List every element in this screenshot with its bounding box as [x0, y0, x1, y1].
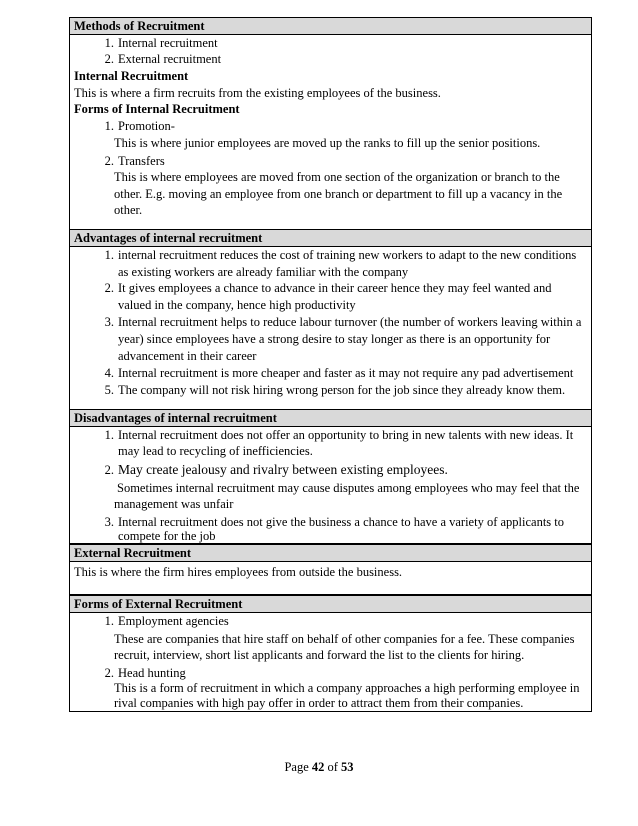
list-item: 1. Internal recruitment does not offer an opportunity to bring in new talents with new ideas. It may lead to recycling of inefficiencies.: [104, 427, 574, 459]
advantages-body: [70, 247, 591, 409]
page-label: Page: [284, 760, 309, 774]
methods-section: [69, 17, 592, 230]
list-item: 1. internal recruitment reduces the cost of training new workers to adapt to the new conditions as existing workers are already familiar with the company: [104, 247, 577, 279]
methods-header: Methods of Recruitment: [70, 18, 591, 35]
methods-list: [74, 35, 587, 68]
of-label: of: [327, 760, 338, 774]
list-item: 2. External recruitment: [104, 52, 222, 67]
list-item: 5. The company will not risk hiring wrong person for the job since they already know them.: [104, 382, 566, 397]
internal-heading: Internal Recruitment: [74, 68, 189, 83]
rivalry-text: Sometimes internal recruitment may cause disputes among employees who may feel that the management was unfair: [114, 481, 580, 512]
list-item: 2. Head hunting: [104, 665, 186, 680]
external-forms-list: [74, 613, 587, 711]
list-item: 1. Internal recruitment: [104, 36, 218, 50]
page-total: 53: [341, 760, 354, 774]
external-forms-section: [69, 595, 592, 712]
list-item: 4. Internal recruitment is more cheaper and faster as it may not require any pad advertisement: [104, 366, 574, 380]
page-footer: [0, 760, 638, 775]
internal-text: This is where a firm recruits from the existing employees of the business.: [74, 85, 441, 100]
external-text: This is where the firm hires employees from outside the business.: [74, 564, 403, 579]
promotion-text: This is where junior employees are moved up the ranks to fill up the senior positions.: [114, 135, 541, 150]
transfers-text: This is where employees are moved from one section of the organization or branch to the other. E.g. moving an employee from one branch or department to fill up a vacancy in the other.: [114, 170, 563, 218]
external-forms-body: [70, 613, 591, 711]
methods-body: [70, 35, 591, 229]
disadvantages-body: [70, 427, 591, 543]
head-hunting-text: This is a form of recruitment in which a company approaches a high performing employee in rival companies with high pay offer in order to attract them from their companies.: [114, 681, 580, 711]
list-item: 2. May create jealousy and rivalry between existing employees.: [104, 461, 448, 477]
list-item: 3. Internal recruitment helps to reduce labour turnover (the number of workers leaving within a year) since employees have a strong desire to stay longer as there is an opportunity for advancement in their career: [104, 315, 582, 364]
external-section: [69, 544, 592, 595]
list-item: 2. Transfers: [104, 154, 165, 169]
advantages-section: [69, 230, 592, 410]
advantages-list: [74, 247, 587, 399]
external-forms-header: Forms of External Recruitment: [70, 596, 591, 613]
external-body: [70, 562, 591, 594]
list-item: 2. It gives employees a chance to advance in their career hence they may feel wanted and valued in the company, hence high productivity: [104, 281, 552, 313]
internal-forms-list: [74, 118, 587, 228]
list-item: 1. Employment agencies: [104, 614, 229, 629]
advantages-header: Advantages of internal recruitment: [70, 230, 591, 247]
list-item: 1. Promotion-: [104, 119, 175, 134]
page-number: 42: [311, 760, 325, 774]
list-item: 3. Internal recruitment does not give the business a chance to have a variety of applicants to compete for the job: [104, 514, 565, 543]
document-table: [69, 17, 592, 712]
agencies-text: These are companies that hire staff on behalf of other companies for a fee. These companies recruit, interview, short list applicants and forward the list to the clients for hiring.: [114, 631, 575, 663]
disadvantages-section: [69, 410, 592, 544]
disadvantages-header: Disadvantages of internal recruitment: [70, 410, 591, 427]
disadvantages-list: [74, 427, 587, 543]
external-header: External Recruitment: [70, 545, 591, 562]
internal-forms-heading: Forms of Internal Recruitment: [74, 102, 240, 117]
